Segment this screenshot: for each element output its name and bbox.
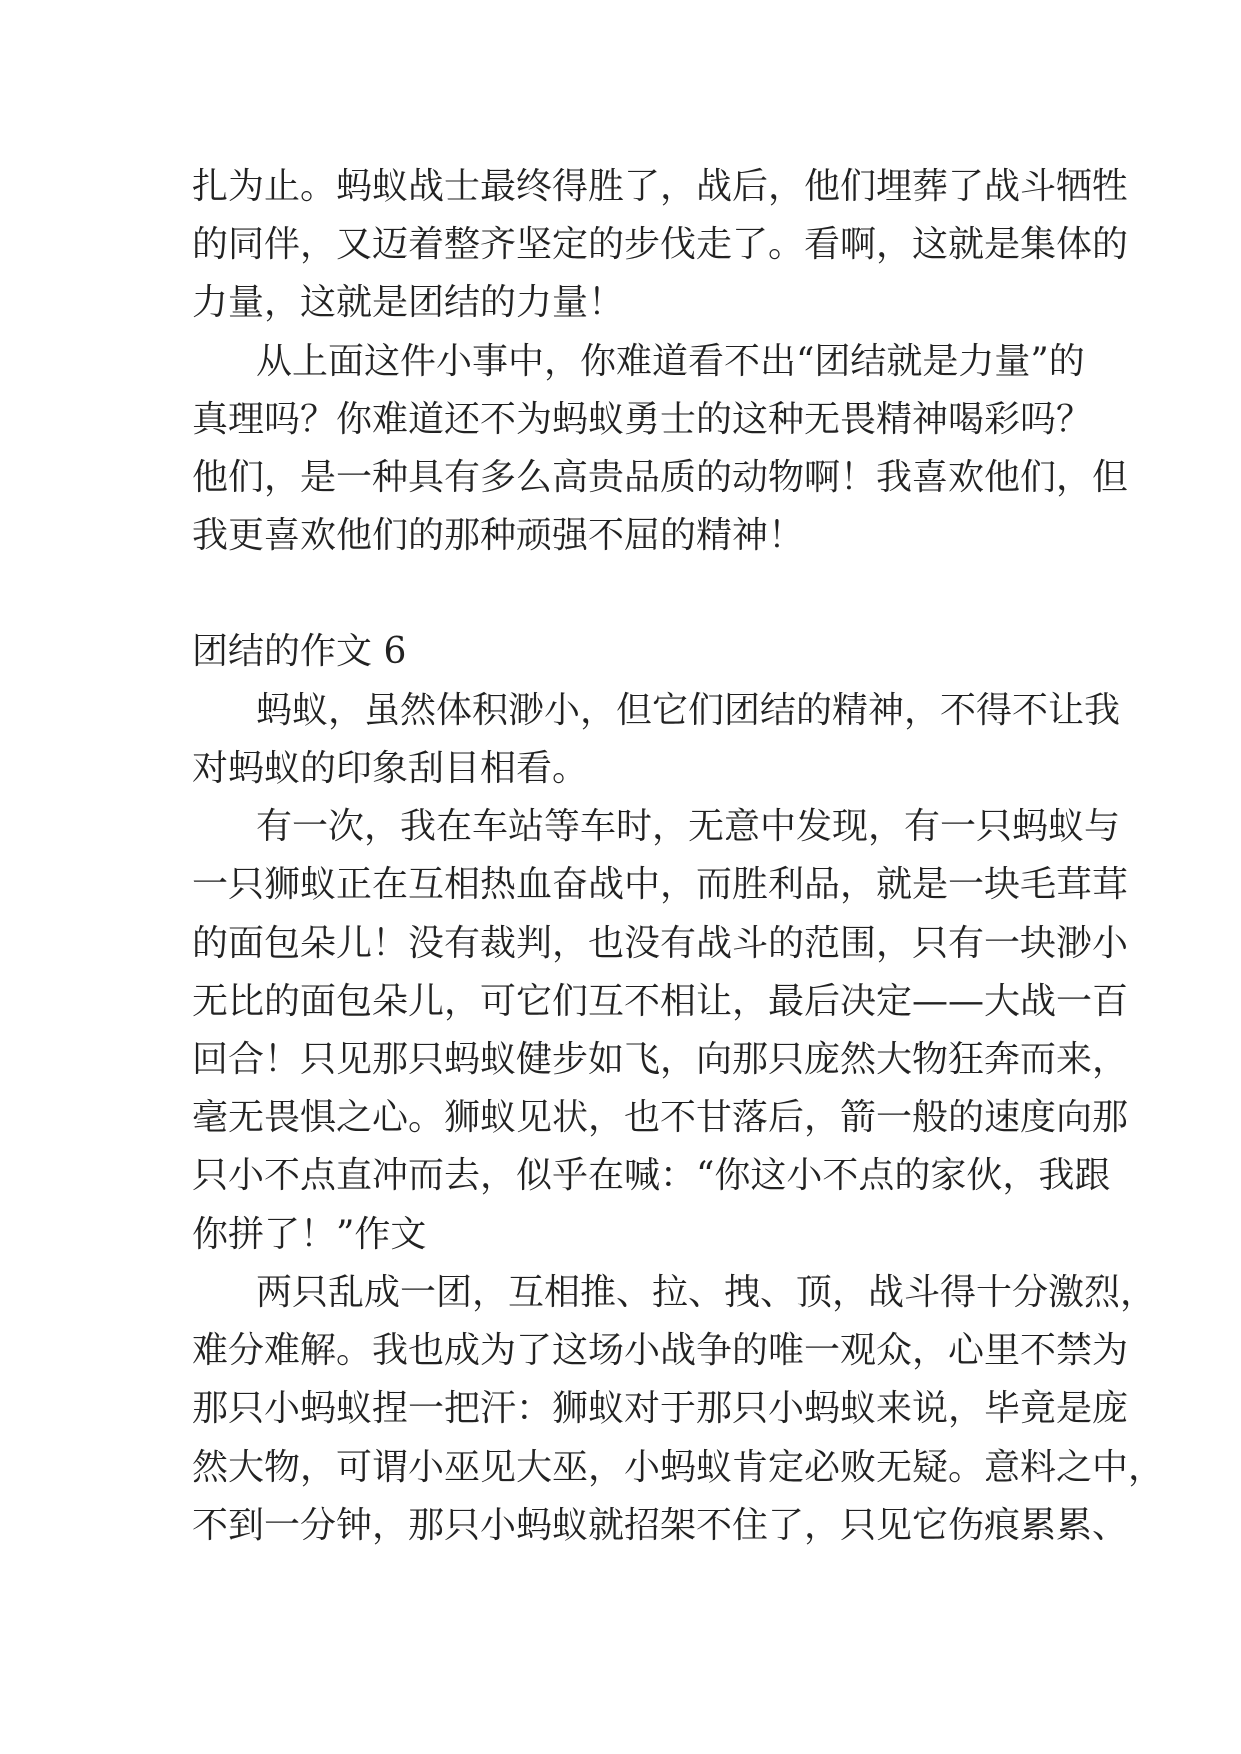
- text-line: 你拼了！”作文: [192, 1214, 427, 1255]
- text-line: 只小不点直冲而去，似乎在喊：“你这小不点的家伙，我跟: [192, 1155, 1111, 1196]
- text-line: 无比的面包朵儿，可它们互不相让，最后决定——大战一百: [192, 981, 1129, 1022]
- text-line: 毫无畏惧之心。狮蚁见状，也不甘落后，箭一般的速度向那: [192, 1097, 1129, 1138]
- text-line: 难分难解。我也成为了这场小战争的唯一观众，心里不禁为: [192, 1330, 1129, 1371]
- text-line: 不到一分钟，那只小蚂蚁就招架不住了，只见它伤痕累累、: [192, 1505, 1129, 1546]
- text-line: 回合！只见那只蚂蚁健步如飞，向那只庞然大物狂奔而来，: [192, 1039, 1129, 1080]
- text-line: 对蚂蚁的印象刮目相看。: [192, 748, 589, 789]
- text-line: 的同伴，又迈着整齐坚定的步伐走了。看啊，这就是集体的: [192, 224, 1129, 265]
- text-line: 他们，是一种具有多么高贵品质的动物啊！我喜欢他们，但: [192, 457, 1129, 498]
- section-title: 团结的作文 6: [192, 631, 407, 672]
- text-line: 真理吗？你难道还不为蚂蚁勇士的这种无畏精神喝彩吗？: [192, 399, 1093, 440]
- text-line: 那只小蚂蚁捏一把汗：狮蚁对于那只小蚂蚁来说，毕竟是庞: [192, 1388, 1129, 1429]
- text-line: 力量，这就是团结的力量！: [192, 282, 625, 323]
- text-line: 蚂蚁，虽然体积渺小，但它们团结的精神，不得不让我: [256, 690, 1121, 731]
- text-line: 然大物，可谓小巫见大巫，小蚂蚁肯定必败无疑。意料之中，: [192, 1447, 1165, 1488]
- text-line: 的面包朵儿！没有裁判，也没有战斗的范围，只有一块渺小: [192, 923, 1129, 964]
- text-line: 一只狮蚁正在互相热血奋战中，而胜利品，就是一块毛茸茸: [192, 864, 1129, 905]
- text-line: 我更喜欢他们的那种顽强不屈的精神！: [192, 515, 805, 556]
- text-line: 两只乱成一团，互相推、拉、拽、顶，战斗得十分激烈，: [256, 1272, 1157, 1313]
- text-line: 有一次，我在车站等车时，无意中发现，有一只蚂蚁与: [256, 806, 1121, 847]
- text-line: 从上面这件小事中，你难道看不出“团结就是力量”的: [256, 341, 1085, 382]
- text-line: 扎为止。蚂蚁战士最终得胜了，战后，他们埋葬了战斗牺牲: [192, 166, 1129, 207]
